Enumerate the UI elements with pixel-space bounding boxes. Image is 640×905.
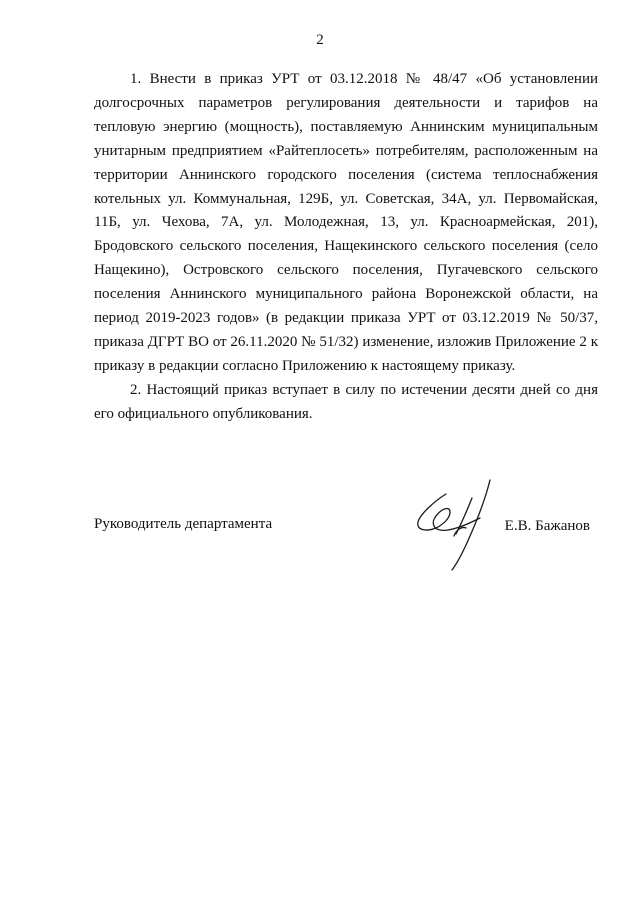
signatory-name: Е.В. Бажанов [504,518,590,534]
document-body [94,68,598,427]
handwritten-signature-icon [406,478,506,574]
page-number: 2 [316,32,324,48]
paragraph-1: 1. Внести в приказ УРТ от 03.12.2018 № 48/47 «Об установлении долгосрочных параметров регулирования деятельности и тарифов на тепловую энергию (мощность), поставляемую Аннинским муниципальным унитарным предприятием «Райтеплосеть» потребителям, расположенным на территории Аннинского городского поселения (система теплоснабжения котельных ул. Коммунальная, 129Б, ул. Советская, 34А, ул. Первомайская, 11Б, ул. Чехова, 7А, ул. Молодежная, 13, ул. Красноармейская, 201), Бродовского сельского поселения, Нащекинского сельского поселения (село Нащекино), Островского сельского поселения, Пугачевского сельского поселения Аннинского муниципального района Воронежской области, на период 2019-2023 годов» (в редакции приказа УРТ от 03.12.2019 № 50/37, приказа ДГРТ ВО от 26.11.2020 № 51/32) изменение, изложив Приложение 2 к приказу в редакции согласно Приложению к настоящему приказу. [94,71,598,374]
paragraph-2: 2. Настоящий приказ вступает в силу по истечении десяти дней со дня его официального опубликования. [94,381,598,422]
signatory-position: Руководитель департамента [94,516,273,532]
signature-block [94,478,598,578]
